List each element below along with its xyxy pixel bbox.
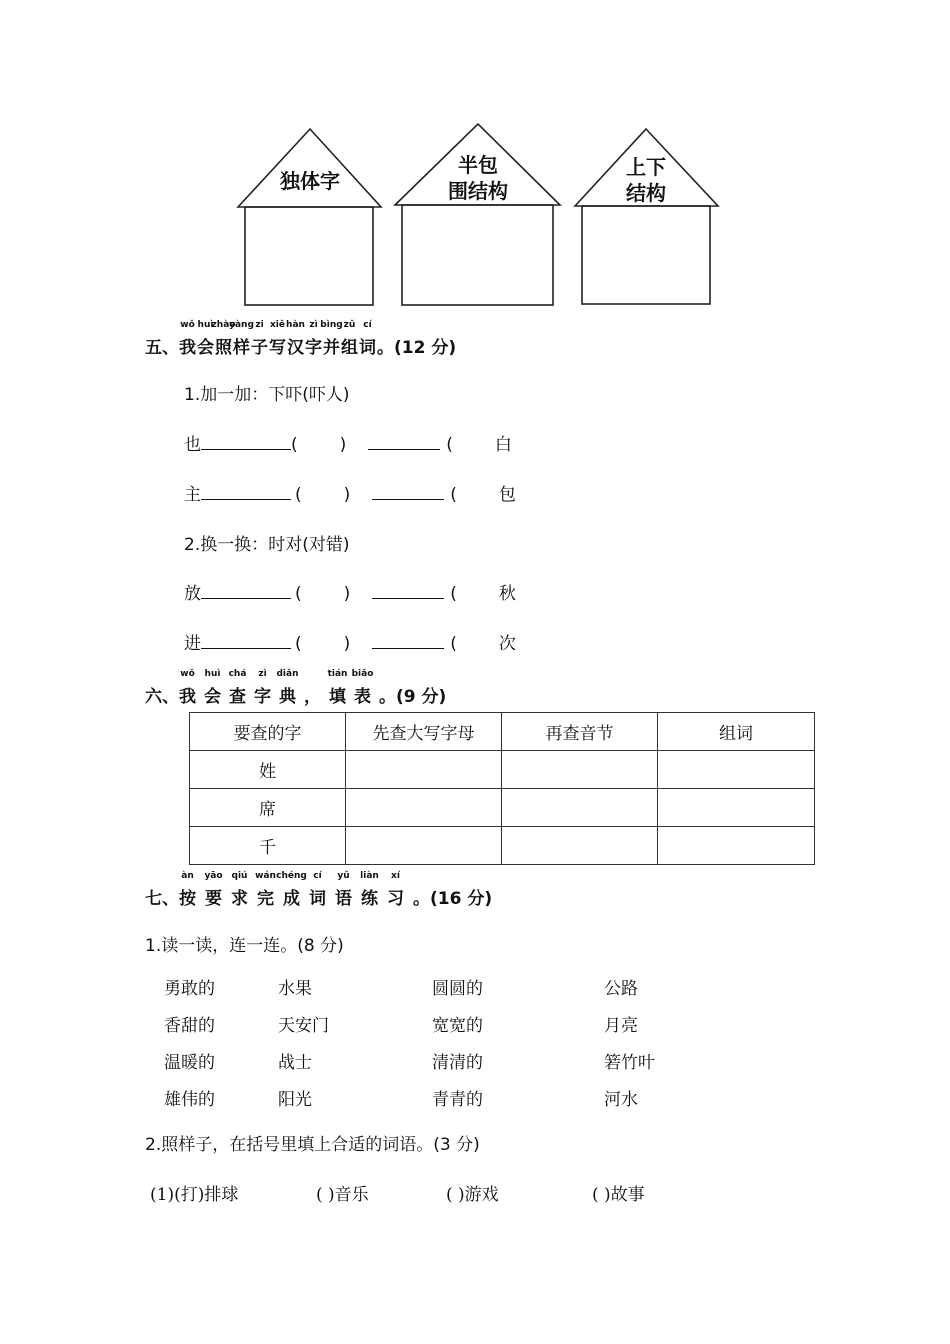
table-row (190, 789, 815, 827)
heading-char (228, 669, 247, 707)
heading-char (351, 669, 374, 707)
base-char: 放 (184, 584, 201, 604)
heading-char (335, 871, 352, 909)
fill-item: (1)(打)排球 (150, 1185, 239, 1205)
paren: ) (343, 485, 351, 505)
hanzi: 字 (254, 687, 271, 707)
pinyin: tián (327, 669, 348, 679)
pinyin: diǎn (276, 669, 299, 679)
pinyin: wán (255, 871, 276, 881)
heading-char (304, 682, 321, 707)
hanzi: 按 (179, 889, 196, 909)
answer-cell[interactable] (502, 827, 658, 865)
heading-char (255, 871, 276, 909)
hanzi: 照 (215, 338, 232, 358)
heading-char (204, 669, 221, 707)
paren: ( (295, 634, 302, 654)
answer-cell[interactable] (346, 789, 502, 827)
section7-part1-title: 1.读一读，连一连。(8 分) (145, 936, 344, 956)
pinyin: cí (363, 320, 372, 330)
match-word[interactable]: 阳光 (278, 1090, 312, 1110)
heading-char (286, 320, 305, 358)
heading-char (231, 871, 248, 909)
heading-char (276, 871, 307, 909)
heading-char (305, 320, 322, 358)
match-word[interactable]: 箬竹叶 (604, 1053, 655, 1073)
answer-blank[interactable] (201, 581, 291, 599)
heading-char (211, 320, 236, 358)
heading-char (360, 871, 379, 909)
pinyin: zhào (211, 320, 236, 330)
hanzi: 语 (335, 889, 352, 909)
paren: ( (295, 485, 302, 505)
paren: ) (343, 634, 351, 654)
pinyin: cí (313, 871, 322, 881)
pinyin: zì (309, 320, 318, 330)
answer-cell[interactable] (658, 789, 815, 827)
match-word[interactable]: 清清的 (432, 1053, 483, 1073)
hanzi: 表 (354, 687, 371, 707)
answer-blank[interactable] (201, 482, 291, 500)
heading-char (327, 669, 348, 707)
hanzi: 写 (269, 338, 286, 358)
hanzi: 组 (341, 338, 358, 358)
pinyin: wǒ (180, 669, 195, 679)
house-label-line: 独体字 (280, 169, 340, 193)
heading-char (254, 669, 271, 707)
match-word[interactable]: 青青的 (432, 1090, 483, 1110)
hanzi: 成 (283, 889, 300, 909)
house-3-label (596, 154, 696, 206)
section6-score: 。(9 分) (379, 687, 447, 707)
pinyin: biǎo (351, 669, 374, 679)
pinyin: qiú (231, 871, 248, 881)
answer-blank[interactable] (201, 432, 291, 450)
pinyin: wǒ (180, 320, 195, 330)
fill-item[interactable]: ( )音乐 (316, 1185, 369, 1205)
base-char: 主 (184, 485, 201, 505)
section7-heading (145, 871, 493, 909)
pinyin: bìng (320, 320, 343, 330)
paren: ( (446, 435, 453, 455)
pinyin: liàn (360, 871, 379, 881)
pinyin: xiě (270, 320, 285, 330)
pinyin: chá (228, 669, 247, 679)
pinyin: xí (391, 871, 400, 881)
hanzi: 汉 (287, 338, 304, 358)
match-word[interactable]: 战士 (278, 1053, 312, 1073)
heading-char (229, 320, 254, 358)
paren: ( (295, 584, 302, 604)
pinyin: hàn (286, 320, 305, 330)
pinyin: zì (258, 669, 267, 679)
section5-score: 。(12 分) (377, 338, 457, 358)
answer-cell[interactable] (502, 751, 658, 789)
pinyin: zǔ (343, 320, 356, 330)
hanzi: ， (304, 687, 321, 707)
hanzi: 求 (231, 889, 248, 909)
paren: ( (450, 485, 457, 505)
hanzi: 习 (387, 889, 404, 909)
hanzi: 典 (279, 687, 296, 707)
pinyin: huì (197, 320, 214, 330)
match-word[interactable]: 水果 (278, 979, 312, 999)
pinyin: yǔ (337, 871, 350, 881)
paren: ( (450, 584, 457, 604)
hanzi: 完 (257, 889, 274, 909)
section7-score: 。(16 分) (413, 889, 493, 909)
section5-row (184, 430, 512, 455)
section5-part2-title: 2.换一换：时对(对错) (184, 535, 350, 555)
section7-number: 七、 (145, 889, 179, 909)
fill-item[interactable]: ( )故事 (592, 1185, 645, 1205)
match-word[interactable]: 温暖的 (164, 1053, 215, 1073)
table-header-cell: 组词 (658, 713, 815, 751)
section5-number: 五、 (145, 338, 179, 358)
section5-heading (145, 320, 457, 358)
heading-char (269, 320, 286, 358)
section7-title-chars (179, 871, 413, 909)
base-char: 进 (184, 634, 201, 654)
pinyin: chéng (276, 871, 307, 881)
table-header-cell: 再查音节 (502, 713, 658, 751)
section5-row (184, 579, 516, 604)
base-char: 包 (498, 485, 516, 505)
match-word[interactable]: 月亮 (604, 1016, 638, 1036)
match-word[interactable]: 香甜的 (164, 1016, 215, 1036)
hanzi: 会 (197, 338, 214, 358)
answer-cell[interactable] (658, 827, 815, 865)
base-char: 秋 (498, 584, 516, 604)
pinyin: huì (204, 669, 221, 679)
section5-row (184, 629, 516, 654)
pinyin: àn (181, 871, 194, 881)
paren: ) (339, 435, 347, 455)
match-word[interactable]: 圆圆的 (432, 979, 483, 999)
answer-cell[interactable] (502, 789, 658, 827)
answer-blank[interactable] (372, 581, 444, 599)
answer-blank[interactable] (372, 482, 444, 500)
table-row (190, 751, 815, 789)
hanzi: 词 (359, 338, 376, 358)
paren: ) (343, 584, 351, 604)
house-1 (238, 129, 381, 305)
section5-row (184, 480, 516, 505)
heading-char (341, 320, 358, 358)
match-word[interactable]: 宽宽的 (432, 1016, 483, 1036)
house-label-line: 围结构 (448, 179, 508, 203)
base-char: 也 (184, 435, 201, 455)
heading-char (179, 320, 196, 358)
heading-char (309, 871, 326, 909)
answer-cell[interactable] (658, 751, 815, 789)
hanzi: 字 (305, 338, 322, 358)
paren: ( (450, 634, 457, 654)
heading-char (204, 871, 223, 909)
match-word[interactable]: 公路 (604, 979, 638, 999)
table-header-cell: 要查的字 (190, 713, 346, 751)
hanzi: 词 (309, 889, 326, 909)
heading-char (251, 320, 268, 358)
heading-char (359, 320, 376, 358)
heading-char (387, 871, 404, 909)
pinyin: yàng (229, 320, 254, 330)
match-word[interactable]: 勇敢的 (164, 979, 215, 999)
hanzi: 练 (361, 889, 378, 909)
answer-blank[interactable] (201, 631, 291, 649)
hanzi: 子 (251, 338, 268, 358)
pinyin: zi (255, 320, 264, 330)
answer-cell[interactable] (346, 751, 502, 789)
hanzi: 会 (204, 687, 221, 707)
house-2-label (428, 152, 528, 204)
section7-part2-title: 2.照样子，在括号里填上合适的词语。(3 分) (145, 1135, 480, 1155)
hanzi: 我 (179, 338, 196, 358)
hanzi: 样 (233, 338, 250, 358)
table-header-row (190, 713, 815, 751)
answer-blank[interactable] (372, 631, 444, 649)
hanzi: 填 (329, 687, 346, 707)
answer-blank[interactable] (368, 432, 440, 450)
match-word[interactable]: 河水 (604, 1090, 638, 1110)
hanzi: 我 (179, 687, 196, 707)
heading-char (276, 669, 299, 707)
lookup-char: 千 (190, 827, 346, 865)
section6-title-chars (179, 669, 379, 707)
base-char: 次 (498, 634, 516, 654)
section6-number: 六、 (145, 687, 179, 707)
match-word[interactable]: 天安门 (278, 1016, 329, 1036)
hanzi: 并 (323, 338, 340, 358)
lookup-char: 姓 (190, 751, 346, 789)
table-header-cell: 先查大写字母 (346, 713, 502, 751)
heading-char (179, 669, 196, 707)
table-row (190, 827, 815, 865)
heading-char (197, 320, 214, 358)
answer-cell[interactable] (346, 827, 502, 865)
house-label-line: 上下 (626, 155, 666, 179)
match-word[interactable]: 雄伟的 (164, 1090, 215, 1110)
hanzi: 要 (205, 889, 222, 909)
section6-heading (145, 669, 447, 707)
dictionary-lookup-table (189, 712, 815, 865)
fill-item[interactable]: ( )游戏 (446, 1185, 499, 1205)
house-label-line: 半包 (458, 153, 498, 177)
section5-title-chars (179, 320, 377, 358)
pinyin: yāo (204, 871, 223, 881)
heading-char (320, 320, 343, 358)
base-char: 白 (494, 435, 512, 455)
paren: ( (291, 435, 298, 455)
section5-part1-title: 1.加一加：下吓(吓人) (184, 385, 350, 405)
house-1-label (260, 168, 360, 194)
lookup-char: 席 (190, 789, 346, 827)
heading-char (179, 871, 196, 909)
hanzi: 查 (229, 687, 246, 707)
house-label-line: 结构 (626, 181, 666, 205)
